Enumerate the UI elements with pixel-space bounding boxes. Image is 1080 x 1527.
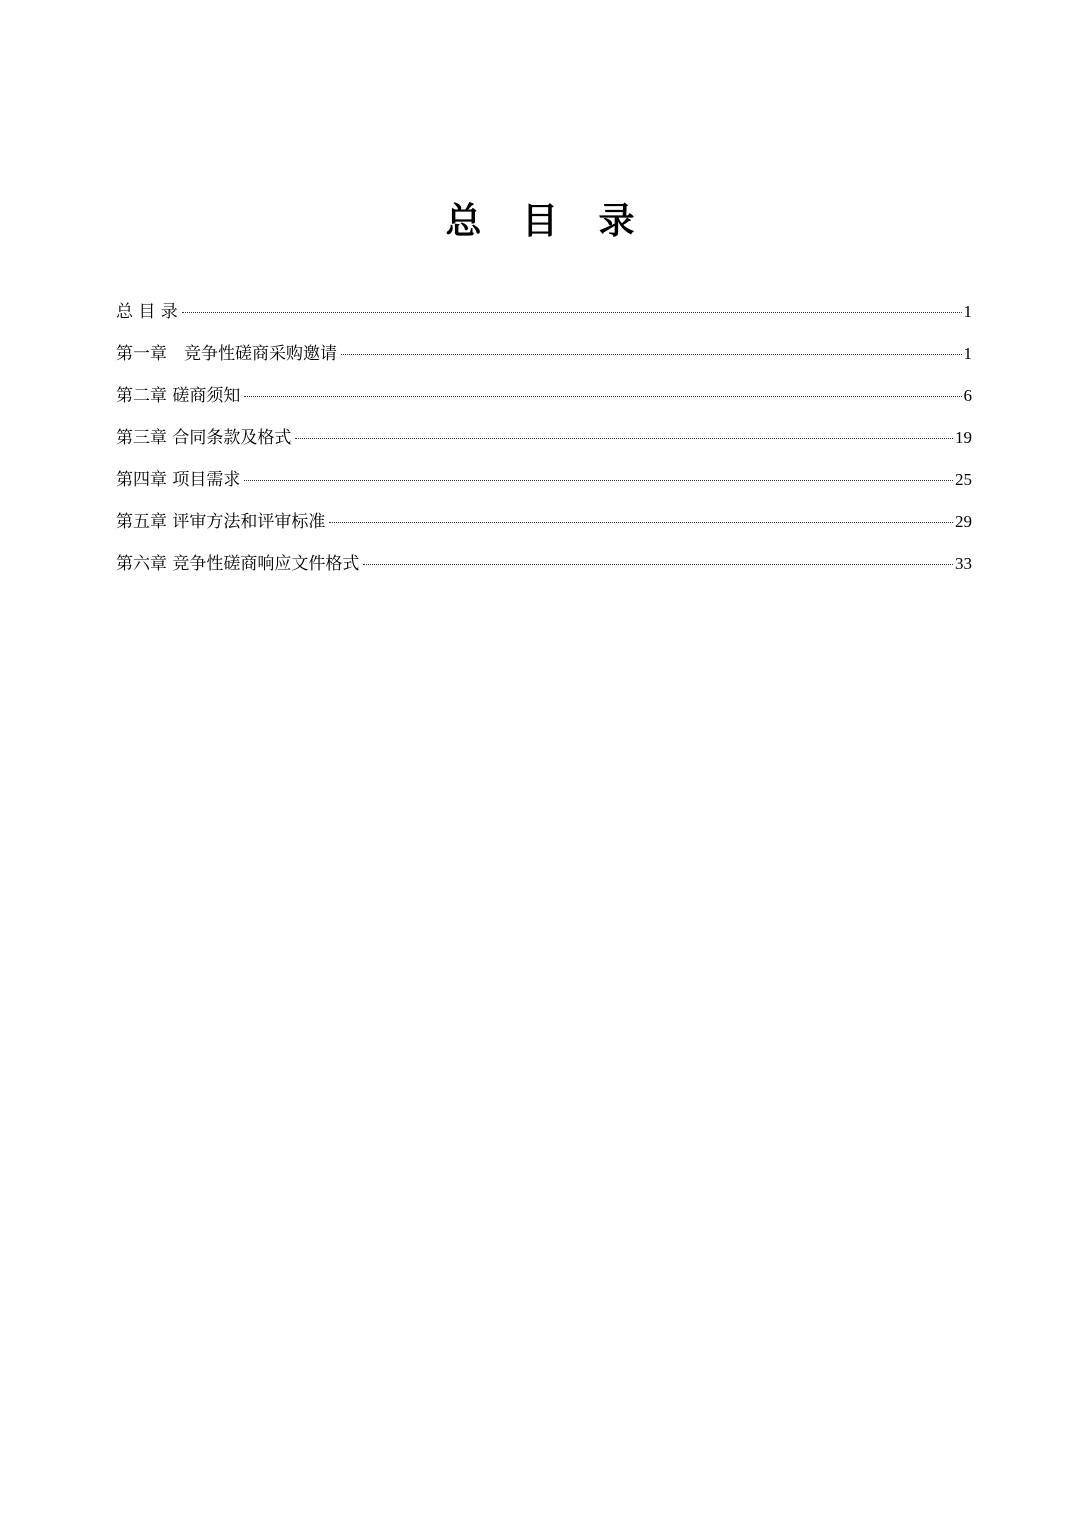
toc-entry-page: 1 [963, 302, 972, 321]
toc-entry-label: 第一章 竞争性磋商采购邀请 [116, 344, 337, 364]
page-title: 总 目 录 [445, 201, 649, 242]
toc-entry-chapter-4[interactable] [116, 464, 972, 506]
toc-entry-chapter-1[interactable] [116, 338, 972, 380]
toc-entry-chapter-3[interactable] [116, 422, 972, 464]
toc-entry-label: 第六章 竞争性磋商响应文件格式 [116, 554, 360, 574]
toc-leader-dots [341, 353, 962, 355]
toc-entry-label: 总 目 录 [116, 302, 178, 322]
toc-entry-label: 第四章 项目需求 [116, 470, 241, 490]
toc-entry-label: 第二章 磋商须知 [116, 386, 241, 406]
toc-leader-dots [244, 479, 953, 481]
toc-entry-chapter-5[interactable] [116, 506, 972, 548]
toc-entry-label: 第五章 评审方法和评审标准 [116, 512, 326, 532]
table-of-contents [116, 296, 972, 590]
toc-entry-label: 第三章 合同条款及格式 [116, 428, 292, 448]
toc-entry-page: 6 [963, 386, 972, 405]
toc-entry-page: 29 [955, 512, 972, 531]
toc-entry-chapter-2[interactable] [116, 380, 972, 422]
toc-leader-dots [182, 311, 962, 313]
toc-leader-dots [295, 437, 953, 439]
toc-leader-dots [329, 521, 953, 523]
toc-leader-dots [363, 563, 953, 565]
toc-entry-contents[interactable] [116, 296, 972, 338]
toc-leader-dots [244, 395, 961, 397]
toc-entry-page: 33 [955, 554, 972, 573]
toc-entry-page: 19 [955, 428, 972, 447]
toc-entry-chapter-6[interactable] [116, 548, 972, 590]
toc-entry-page: 1 [963, 344, 972, 363]
toc-entry-page: 25 [955, 470, 972, 489]
